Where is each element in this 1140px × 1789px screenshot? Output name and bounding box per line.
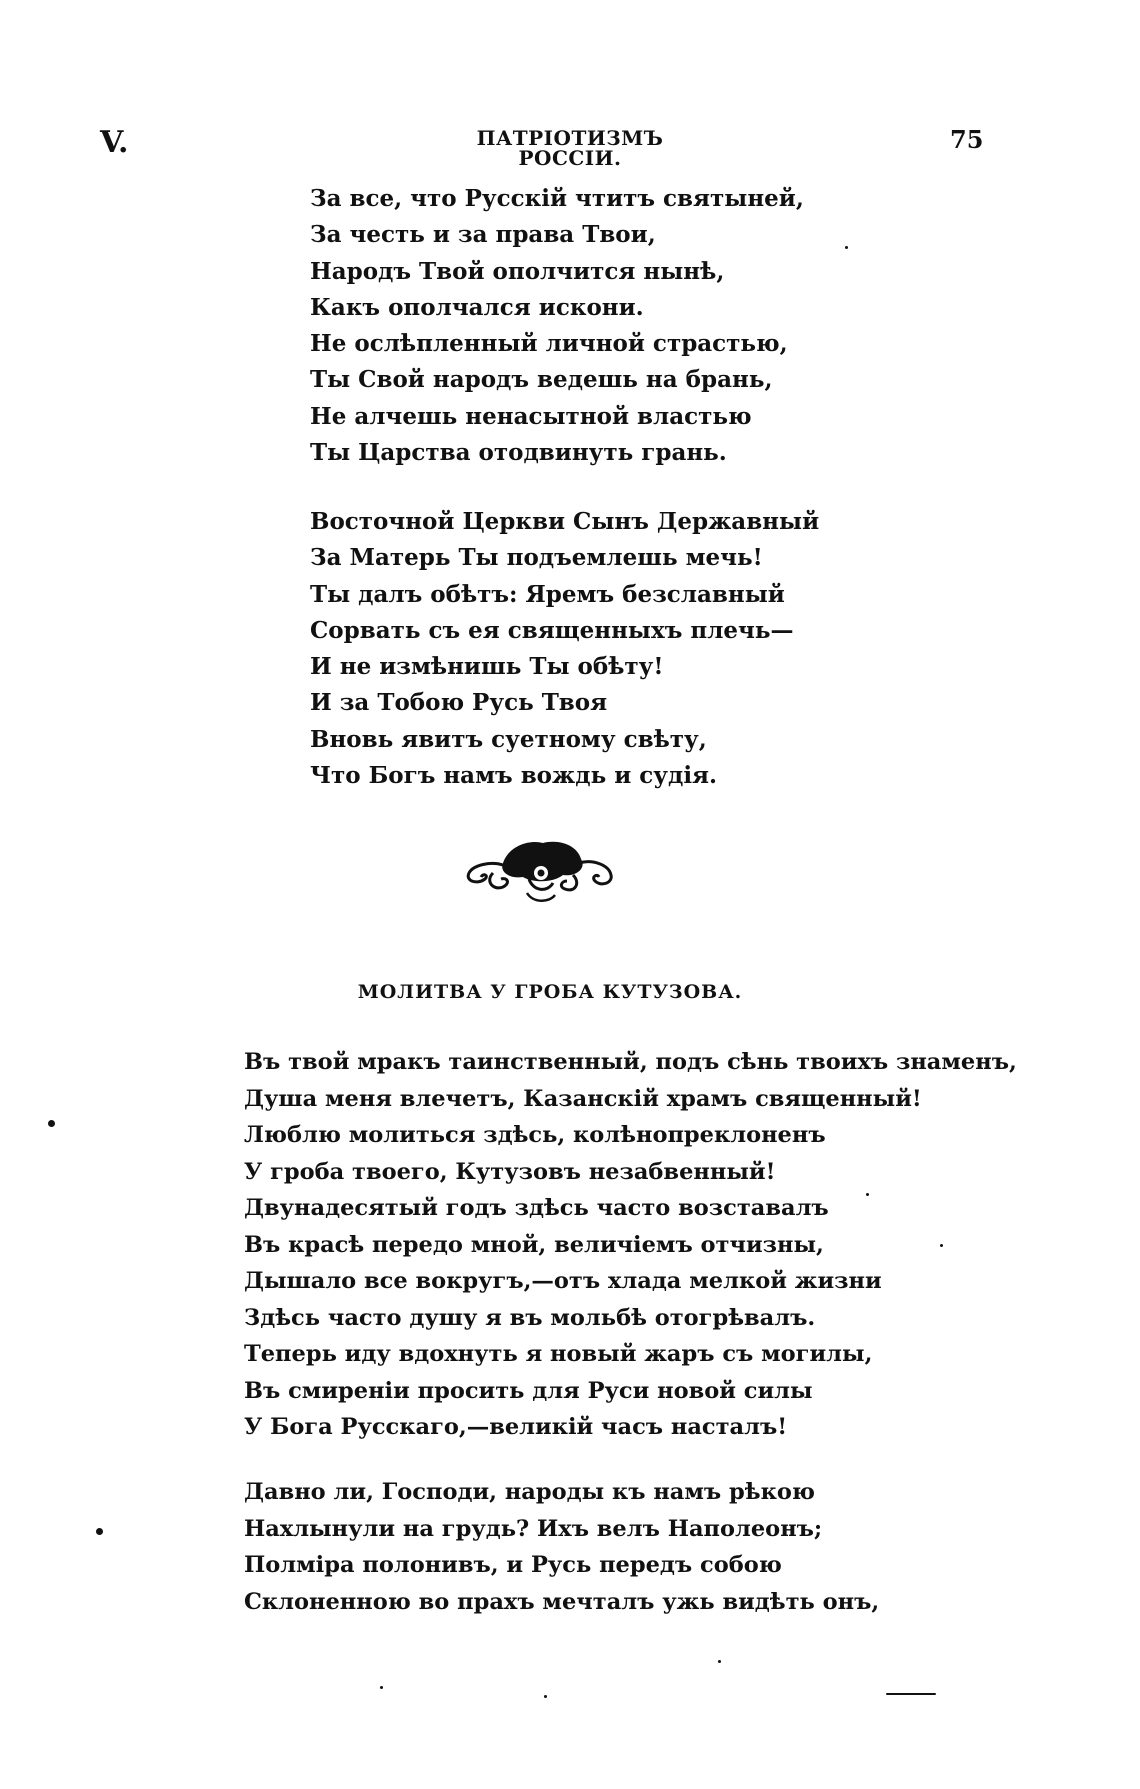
ink-speck xyxy=(544,1695,547,1698)
running-title: ПАТРІОТИЗМЪ РОССІИ. xyxy=(476,126,664,170)
verse-line: Не ослѣпленный личной страстью, xyxy=(310,330,788,358)
verse-line: Въ смиреніи просить для Руси новой силы xyxy=(244,1377,813,1404)
verse-line: Въ красѣ передо мной, величіемъ отчизны, xyxy=(244,1231,824,1258)
verse-line: Полміра полонивъ, и Русь передъ собою xyxy=(244,1552,782,1578)
verse-line: Народъ Твой ополчится нынѣ, xyxy=(310,257,725,285)
verse-line: Не алчешь ненасытной властью xyxy=(310,402,752,430)
verse-line: Здѣсь часто душу я въ мольбѣ отогрѣвалъ. xyxy=(244,1304,816,1331)
verse-line: Теперь иду вдохнуть я новый жаръ съ могилы, xyxy=(244,1341,873,1367)
verse-line: И не измѣнишь Ты обѣту! xyxy=(310,653,664,681)
poem-stanza-2 xyxy=(244,1474,879,1620)
verse-line: Сорвать съ ея священныхъ плечь— xyxy=(310,616,794,644)
verse-line: Двунадесятый годъ здѣсь часто возставалъ xyxy=(244,1195,829,1221)
verse-line: Нахлынули на грудь? Ихъ велъ Наполеонъ; xyxy=(244,1515,823,1542)
verse-line: За Матерь Ты подъемлешь мечь! xyxy=(310,544,763,572)
stanza-1 xyxy=(310,181,804,471)
verse-line: За честь и за права Твои, xyxy=(310,221,656,249)
ink-speck xyxy=(96,1528,103,1535)
section-number: V. xyxy=(100,125,129,160)
verse-line: У Бога Русскаго,—великій часъ насталъ! xyxy=(244,1414,788,1440)
poem-stanza-1 xyxy=(244,1044,1017,1446)
verse-line: Душа меня влечетъ, Казанскій храмъ священный! xyxy=(244,1085,922,1112)
verse-line: Дышало все вокругъ,—отъ хлада мелкой жизни xyxy=(244,1268,882,1294)
verse-line: Склоненною во прахъ мечталъ ужь видѣть онъ, xyxy=(244,1588,880,1615)
poem-title: МОЛИТВА У ГРОБА КУТУЗОВА. xyxy=(357,981,743,1003)
verse-line: Что Богъ намъ вождь и судія. xyxy=(310,762,718,790)
ink-speck xyxy=(940,1244,943,1247)
verse-line: Въ твой мракъ таинственный, подъ сѣнь твоихъ знаменъ, xyxy=(244,1049,1017,1075)
verse-line: Люблю молиться здѣсь, колѣнопреклоненъ xyxy=(244,1122,826,1148)
ink-speck xyxy=(866,1193,869,1196)
ink-speck xyxy=(845,246,848,249)
ink-speck xyxy=(380,1686,383,1689)
verse-line: За все, что Русскій чтитъ святыней, xyxy=(310,185,804,212)
ink-speck xyxy=(886,1693,936,1695)
page-number: 75 xyxy=(950,125,984,154)
verse-line: Ты Царства отодвинуть грань. xyxy=(310,439,727,467)
verse-line: Вновь явитъ суетному свѣту, xyxy=(310,725,707,753)
verse-line: Какъ ополчался искони. xyxy=(310,293,644,321)
ink-speck xyxy=(718,1660,721,1663)
stanza-2 xyxy=(310,504,819,794)
verse-line: У гроба твоего, Кутузовъ незабвенный! xyxy=(244,1158,776,1185)
verse-line: Ты далъ обѣтъ: Яремъ безславный xyxy=(310,580,785,608)
fleuron-ornament-icon xyxy=(463,833,617,909)
ink-speck xyxy=(48,1120,55,1127)
verse-line: Ты Свой народъ ведешь на брань, xyxy=(310,366,773,394)
verse-line: Восточной Церкви Сынъ Державный xyxy=(310,508,820,535)
verse-line: Давно ли, Господи, народы къ намъ рѣкою xyxy=(244,1479,815,1505)
verse-line: И за Тобою Русь Твоя xyxy=(310,689,608,717)
